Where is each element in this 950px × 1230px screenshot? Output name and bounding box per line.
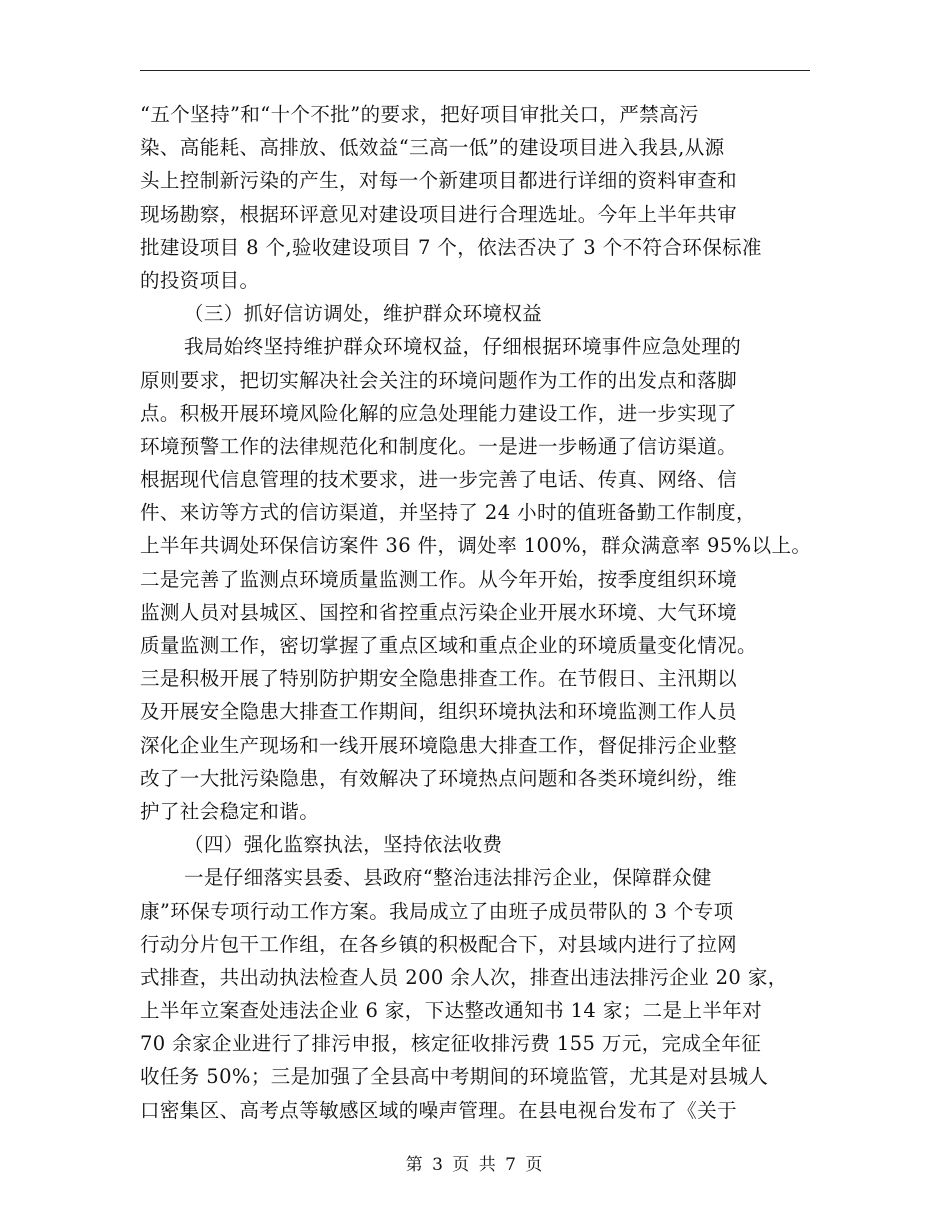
text-line: 监测人员对县城区、国控和省控重点污染企业开展水环境、大气环境 (140, 600, 738, 624)
text-line: 行动分片包干工作组，在各乡镇的积极配合下，对县域内进行了拉网 (140, 932, 738, 956)
text-line: 三是积极开展了特别防护期安全隐患排查工作。在节假日、主汛期以 (140, 667, 738, 691)
text-line: 头上控制新污染的产生，对每一个新建项目都进行详细的资料审查和 (140, 169, 738, 193)
text-line: 的投资项目。 (140, 268, 260, 292)
text-line: 式排查，共出动执法检查人员 200 余人次，排查出违法排污企业 20 家， (140, 965, 788, 989)
header-rule (140, 70, 810, 71)
page-number: 第 3 页 共 7 页 (405, 1155, 545, 1175)
text-line: 现场勘察，根据环评意见对建设项目进行合理选址。今年上半年共审 (140, 202, 738, 226)
text-line: 护了社会稳定和谐。 (140, 799, 320, 823)
text-line: 口密集区、高考点等敏感区域的噪声管理。在县电视台发布了《关于 (140, 1098, 738, 1122)
text-line: 深化企业生产现场和一线开展环境隐患大排查工作，督促排污企业整 (140, 733, 738, 757)
document-body (140, 98, 812, 1127)
text-line: 一是仔细落实县委、县政府“整治违法排污企业，保障群众健 (184, 866, 712, 890)
text-line: 我局始终坚持维护群众环境权益，仔细根据环境事件应急处理的 (184, 335, 742, 359)
text-line: 改了一大批污染隐患，有效解决了环境热点问题和各类环境纠纷，维 (140, 766, 738, 790)
text-line: （三）抓好信访调处，维护群众环境权益 (184, 302, 543, 326)
text-line: 收任务 50%；三是加强了全县高中考期间的环境监管，尤其是对县城人 (140, 1065, 769, 1089)
text-line: 件、来访等方式的信访渠道，并坚持了 24 小时的值班备勤工作制度， (140, 501, 756, 525)
text-line: 70 余家企业进行了排污申报，核定征收排污费 155 万元，完成全年征 (140, 1032, 762, 1056)
text-line: （四）强化监察执法，坚持依法收费 (184, 833, 503, 857)
text-line: 康”环保专项行动工作方案。我局成立了由班子成员带队的 3 个专项 (140, 899, 734, 923)
text-line: 环境预警工作的法律规范化和制度化。一是进一步畅通了信访渠道。 (140, 434, 738, 458)
text-line: 根据现代信息管理的技术要求，进一步完善了电话、传真、网络、信 (140, 468, 738, 492)
text-line: 二是完善了监测点环境质量监测工作。从今年开始，按季度组织环境 (140, 567, 738, 591)
text-line: 及开展安全隐患大排查工作期间，组织环境执法和环境监测工作人员 (140, 700, 738, 724)
text-line: 上半年立案查处违法企业 6 家，下达整改通知书 14 家；二是上半年对 (140, 999, 763, 1023)
text-line: 上半年共调处环保信访案件 36 件，调处率 100%，群众满意率 95%以上。 (140, 534, 812, 558)
text-line: 染、高能耗、高排放、低效益“三高一低”的建设项目进入我县,从源 (140, 136, 725, 160)
text-line: 原则要求，把切实解决社会关注的环境问题作为工作的出发点和落脚 (140, 368, 738, 392)
text-line: “五个坚持”和“十个不批”的要求，把好项目审批关口，严禁高污 (140, 103, 699, 126)
text-line: 点。积极开展环境风险化解的应急处理能力建设工作，进一步实现了 (140, 401, 738, 425)
text-line: 质量监测工作，密切掌握了重点区域和重点企业的环境质量变化情况。 (140, 634, 757, 657)
text-line: 批建设项目 8 个,验收建设项目 7 个，依法否决了 3 个不符合环保标准 (140, 235, 762, 259)
